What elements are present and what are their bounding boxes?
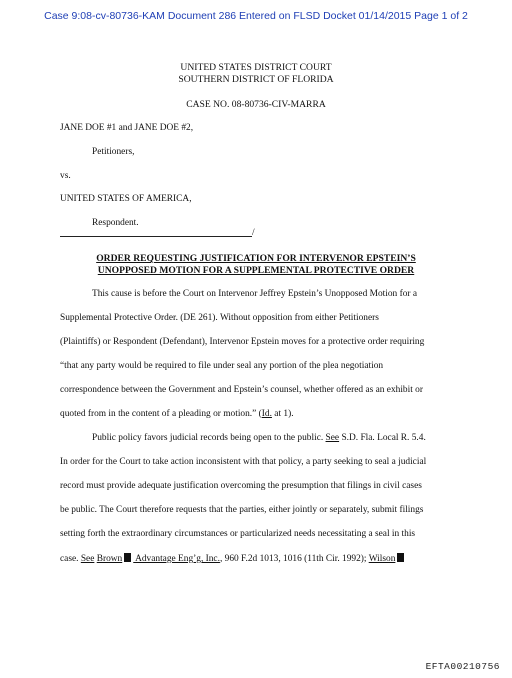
- petitioners-names: JANE DOE #1 and JANE DOE #2,: [60, 123, 194, 133]
- caption-slash: /: [252, 228, 255, 238]
- caption-rule: [60, 236, 252, 237]
- para2-line6: [60, 553, 406, 564]
- wilson-case-name: [369, 554, 407, 564]
- versus: vs.: [60, 171, 71, 181]
- petitioners-role: Petitioners,: [92, 147, 135, 157]
- para1-line6-start: quoted from in the content of a pleading or motion.” (: [60, 409, 262, 419]
- bates-stamp: EFTA00210756: [425, 661, 500, 672]
- para1-line3: (Plaintiffs) or Respondent (Defendant), Intervenor Epstein moves for a protective order requiring: [60, 337, 425, 347]
- case-number: CASE NO. 08-80736-CIV-MARRA: [186, 99, 326, 110]
- docket-header: Case 9:08-cv-80736-KAM Document 286 Entered on FLSD Docket 01/14/2015 Page 1 of 2: [44, 10, 468, 22]
- para2-line3: record must provide adequate justification overcoming the presumption that filings in civil cases: [60, 481, 422, 491]
- respondent-role: Respondent.: [92, 218, 139, 228]
- para2-line2: In order for the Court to take action inconsistent with that policy, a party seeking to seal a judicial: [60, 457, 427, 467]
- id-citation: Id.: [261, 409, 272, 419]
- para2-line6-cite: , 960 F.2d 1013, 1016 (11th Cir. 1992);: [219, 554, 369, 564]
- para2-line1-start: Public policy favors judicial records being open to the public.: [92, 433, 326, 443]
- para2-line6-start: case.: [60, 554, 81, 564]
- para1-line4: “that any party would be required to file under seal any portion of the plea negotiation: [60, 361, 384, 371]
- para1-line5: correspondence between the Government and Epstein’s counsel, whether offered as an exhibit or: [60, 385, 423, 395]
- redaction-box: [124, 553, 131, 562]
- order-title-line1: ORDER REQUESTING JUSTIFICATION FOR INTERVENOR EPSTEIN’S: [96, 253, 416, 264]
- brown-case-name: [97, 554, 220, 564]
- court-name-line2: SOUTHERN DISTRICT OF FLORIDA: [178, 74, 334, 85]
- para2-line1-end: S.D. Fla. Local R. 5.4.: [339, 433, 426, 443]
- para1-line2: Supplemental Protective Order. (DE 261). Without opposition from either Petitioners: [60, 313, 379, 323]
- para2-line5: setting forth the extraordinary circumstances or particularized needs necessitating a seal in this: [60, 529, 416, 539]
- para1-line1: This cause is before the Court on Intervenor Jeffrey Epstein’s Unopposed Motion for a: [92, 289, 418, 299]
- see-signal-2: See: [80, 554, 95, 564]
- para1-line6: [60, 409, 294, 419]
- brown-text: Brown: [96, 554, 123, 564]
- para1-line6-end: at 1).: [271, 409, 294, 419]
- court-name-line1: UNITED STATES DISTRICT COURT: [180, 62, 332, 73]
- respondent-name: UNITED STATES OF AMERICA,: [60, 194, 192, 204]
- advantage-text: Advantage Eng’g, Inc.: [133, 554, 220, 564]
- see-signal: See: [325, 433, 340, 443]
- para2-line4: be public. The Court therefore requests that the parties, either jointly or separately, submit filings: [60, 505, 424, 515]
- wilson-text: Wilson: [368, 554, 396, 564]
- para2-line1: [92, 433, 426, 443]
- redaction-box-2: [397, 553, 404, 562]
- order-title-line2: UNOPPOSED MOTION FOR A SUPPLEMENTAL PROTECTIVE ORDER: [97, 265, 415, 276]
